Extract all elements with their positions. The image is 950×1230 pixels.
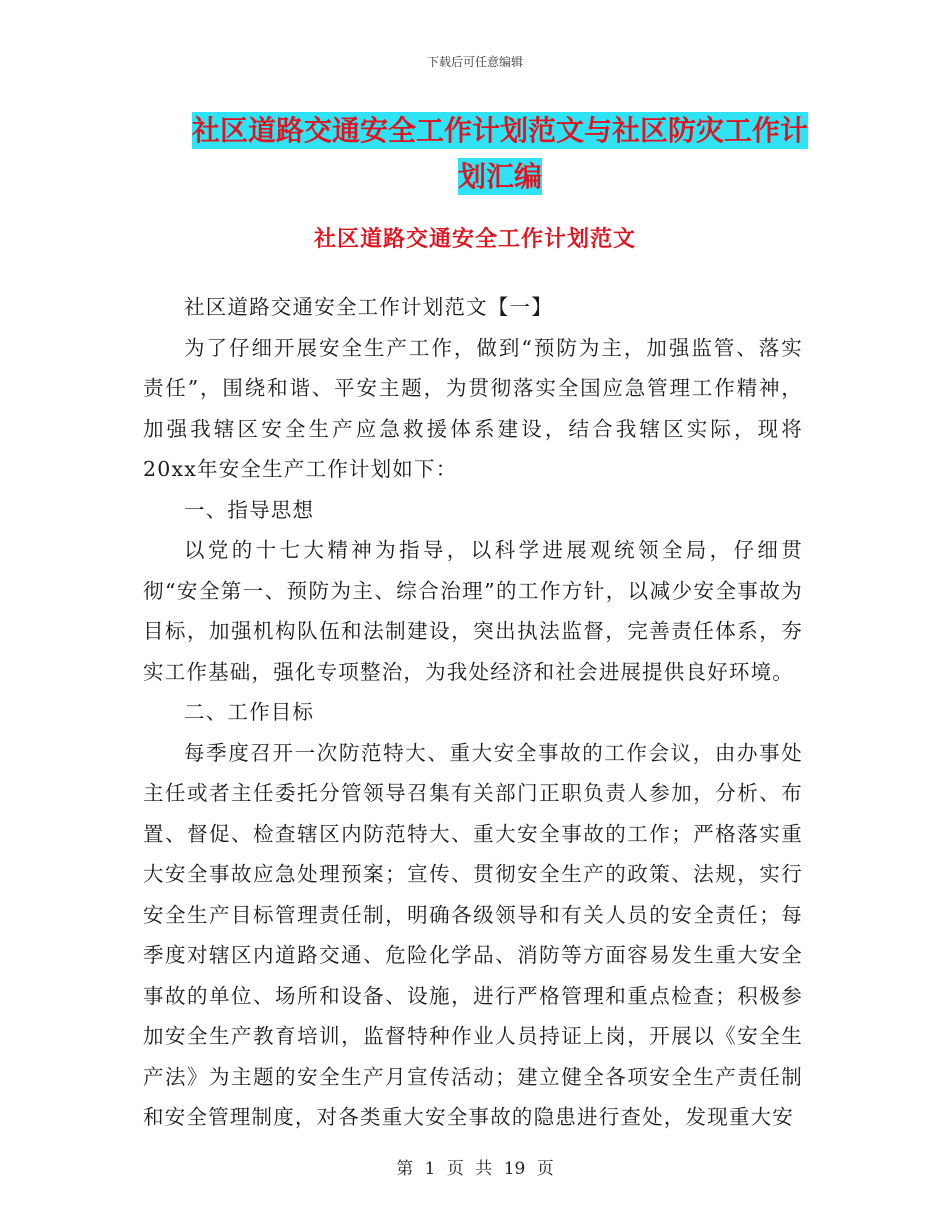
section-title: 社区道路交通安全工作计划范文 (313, 226, 636, 252)
paragraph-work-goals: 每季度召开一次防范特大、重大安全事故的工作会议，由办事处主任或者主任委托分管领导召集有关部门正职负责人参加，分析、布置、督促、检查辖区内防范特大、重大安全事故的工作；严格落实重大安全事故应急处理预案；宣传、贯彻安全生产的政策、法规，实行安全生产目标管理责任制，明确各级领导和有关人员的安全责任；每季度对辖区内道路交通、危险化学品、消防等方面容易发生重大安全事故的单位、场所和设备、设施，进行严格管理和重点检查；积极参加安全生产教育培训，监督特种作业人员持证上岗，开展以《安全生产法》为主题的安全生产月宣传活动；建立健全各项安全生产责任制和安全管理制度，对各类重大安全事故的隐患进行查处，发现重大安 (143, 740, 803, 1129)
paragraph-guiding-thought: 以党的十七大精神为指导，以科学进展观统领全局，仔细贯彻“安全第一、预防为主、综合治理”的工作方针，以减少安全事故为目标，加强机构队伍和法制建设，突出执法监督，完善责任体系，夯实工作基础，强化专项整治，为我处经济和社会进展提供良好环境。 (143, 538, 803, 684)
page-header-note: 下载后可任意编辑 (426, 55, 523, 69)
document-title-text: 社区道路交通安全工作计划范文与社区防灾工作计划汇编 (191, 114, 808, 193)
document-title (190, 108, 810, 200)
paragraph-section-two-heading: 二、工作目标 (184, 700, 315, 724)
paragraph-section-one-heading: 一、指导思想 (184, 497, 315, 522)
paragraph-heading: 社区道路交通安全工作计划范文【一】 (184, 295, 553, 319)
paragraph-intro: 为了仔细开展安全生产工作，做到“预防为主，加强监管、落实责任”，围绕和谐、平安主题，为贯彻落实全国应急管理工作精神，加强我辖区安全生产应急救援体系建设，结合我辖区实际，现将20xx年安全生产工作计划如下： (143, 335, 803, 481)
page-number-footer: 第 1 页 共 19 页 (396, 1159, 554, 1179)
document-body (143, 287, 803, 1138)
